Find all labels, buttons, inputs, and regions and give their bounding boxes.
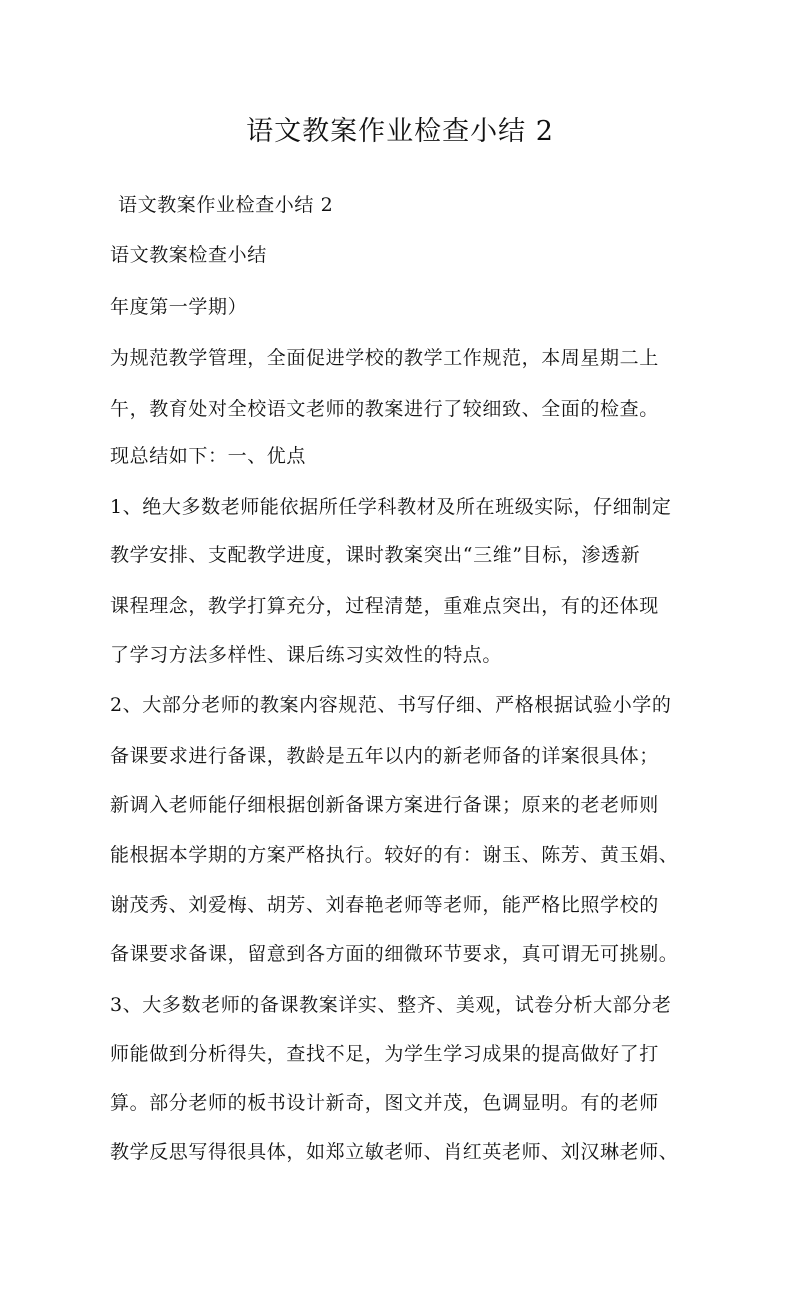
paragraph-line: 1、绝大多数老师能依据所任学科教材及所在班级实际，仔细制定 xyxy=(110,496,672,518)
paragraph-line: 算。部分老师的板书设计新奇，图文并茂，色调显明。有的老师 xyxy=(110,1092,659,1114)
paragraph-line: 教学安排、支配教学进度，课时教案突出“三维”目标，渗透新 xyxy=(110,544,641,566)
paragraph-line: 教学反思写得很具体，如郑立敏老师、肖红英老师、刘汉琳老师、 xyxy=(110,1141,679,1163)
paragraph-line: 谢茂秀、刘爱梅、胡芳、刘春艳老师等老师，能严格比照学校的 xyxy=(110,894,659,916)
paragraph-line: 午，教育处对全校语文老师的教案进行了较细致、全面的检查。 xyxy=(110,398,659,420)
paragraph-line: 为规范教学管理，全面促进学校的教学工作规范，本周星期二上 xyxy=(110,347,659,369)
paragraph-line: 了学习方法多样性、课后练习实效性的特点。 xyxy=(110,644,503,666)
paragraph-line: 师能做到分析得失，查找不足，为学生学习成果的提高做好了打 xyxy=(110,1043,659,1065)
paragraph-line: 3、大多数老师的备课教案详实、整齐、美观，试卷分析大部分老 xyxy=(110,994,672,1016)
term-line: 年度第一学期） xyxy=(110,296,248,318)
paragraph-line: 能根据本学期的方案严格执行。较好的有：谢玉、陈芳、黄玉娟、 xyxy=(110,844,679,866)
document-title: 语文教案作业检查小结 2 xyxy=(246,116,554,147)
document-subtitle: 语文教案作业检查小结 2 xyxy=(118,194,334,216)
paragraph-line: 备课要求备课，留意到各方面的细微环节要求，真可谓无可挑剔。 xyxy=(110,943,679,965)
paragraph-line: 新调入老师能仔细根据创新备课方案进行备课；原来的老老师则 xyxy=(110,794,659,816)
paragraph-line: 2、大部分老师的教案内容规范、书写仔细、严格根据试验小学的 xyxy=(110,694,672,716)
paragraph-line: 现总结如下：一、优点 xyxy=(110,445,307,467)
paragraph-line: 备课要求进行备课，教龄是五年以内的新老师备的详案很具体； xyxy=(110,745,659,767)
section-heading: 语文教案检查小结 xyxy=(110,244,267,266)
paragraph-line: 课程理念，教学打算充分，过程清楚，重难点突出，有的还体现 xyxy=(110,595,659,617)
